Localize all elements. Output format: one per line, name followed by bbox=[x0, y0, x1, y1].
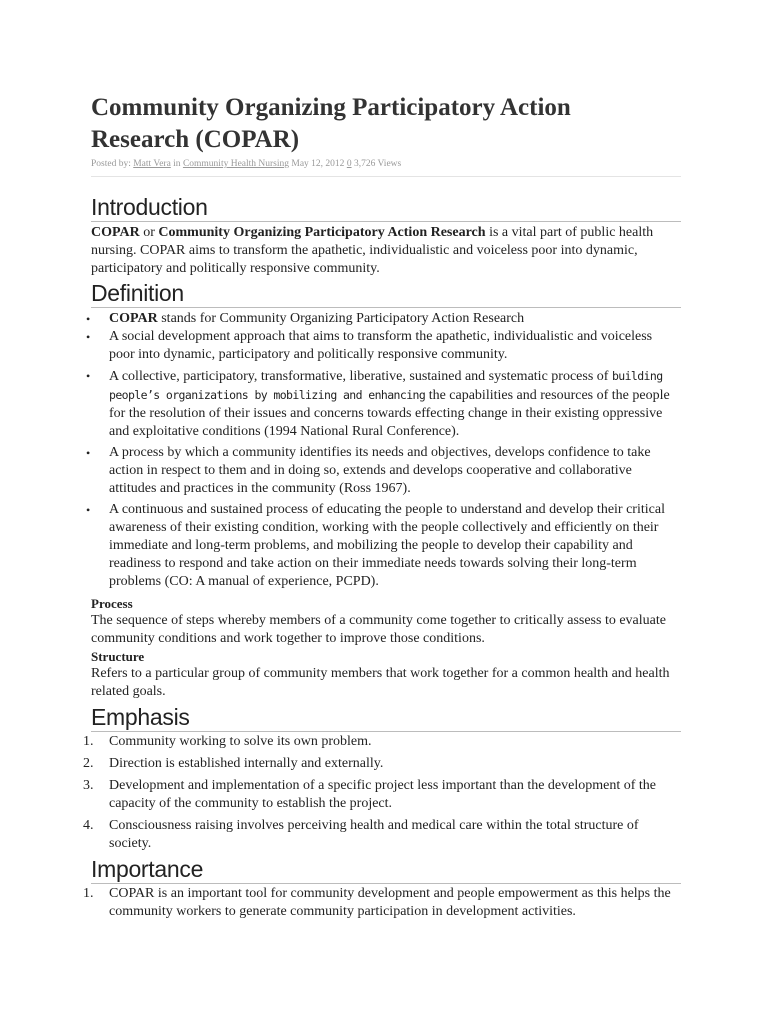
posted-by-label: Posted by: bbox=[91, 159, 134, 169]
bullet-icon: • bbox=[86, 312, 91, 326]
def-item-3-pre: A collective, participatory, transformative, liberative, sustained and systematic process of bbox=[109, 369, 612, 384]
list-number: 1. bbox=[83, 886, 94, 901]
process-label: Process bbox=[91, 596, 133, 611]
meta-divider bbox=[91, 176, 681, 177]
list-item bbox=[86, 310, 681, 328]
author-link[interactable]: Matt Vera bbox=[133, 159, 171, 169]
structure-paragraph: Refers to a particular group of community members that work together for a common health and health related goals. bbox=[91, 666, 670, 699]
post-date: May 12, 2012 bbox=[289, 159, 347, 169]
view-count: 3,726 Views bbox=[351, 159, 402, 169]
def-item-4-text: A process by which a community identifies its needs and objectives, develops confidence to take action in respect to them and in doing so, extends and develops cooperative and collaborative attitudes and practices in the community (Ross 1967). bbox=[109, 445, 651, 496]
emphasis-item-text: Community working to solve its own problem. bbox=[109, 734, 372, 749]
title-line-1: Community Organizing Participatory Action bbox=[91, 94, 571, 121]
intro-or: or bbox=[139, 225, 159, 240]
list-number: 3. bbox=[83, 778, 94, 793]
emphasis-item-text: Direction is established internally and externally. bbox=[109, 756, 384, 771]
emphasis-list bbox=[83, 733, 681, 853]
importance-list bbox=[83, 885, 681, 921]
list-item bbox=[86, 501, 681, 591]
heading-importance: Importance bbox=[91, 856, 681, 884]
bullet-icon: • bbox=[86, 330, 91, 344]
emphasis-item-text: Consciousness raising involves perceiving health and medical care within the total structure of society. bbox=[109, 818, 639, 851]
bullet-icon: • bbox=[86, 446, 91, 460]
heading-definition: Definition bbox=[91, 280, 681, 308]
list-number: 2. bbox=[83, 756, 94, 771]
definition-list bbox=[86, 310, 681, 591]
heading-introduction: Introduction bbox=[91, 194, 681, 222]
introduction-paragraph bbox=[91, 224, 681, 278]
list-number: 4. bbox=[83, 818, 94, 833]
bullet-icon: • bbox=[86, 369, 91, 383]
list-item bbox=[86, 367, 681, 441]
list-item bbox=[83, 733, 681, 751]
list-item bbox=[83, 817, 681, 853]
intro-term-copar: COPAR bbox=[91, 225, 140, 240]
bullet-icon: • bbox=[86, 503, 91, 517]
post-meta bbox=[91, 158, 681, 170]
heading-emphasis: Emphasis bbox=[91, 704, 681, 732]
intro-rest: is a vital part of public health nursing. COPAR aims to transform the apathetic, individualistic and voiceless poor into dynamic, participatory and politically responsive community. bbox=[91, 225, 654, 276]
emphasis-item-text: Development and implementation of a specific project less important than the development of the capacity of the community to establish the project. bbox=[109, 778, 656, 811]
def-item-3-post: the capabilities and resources of the people for the resolution of their issues and concerns towards effecting change in their existing oppressive and exploitative conditions (1994 National Rural Conference). bbox=[109, 388, 670, 439]
category-link[interactable]: Community Health Nursing bbox=[182, 159, 290, 169]
comments-link[interactable]: 0 bbox=[346, 159, 352, 169]
article bbox=[83, 92, 681, 921]
list-item bbox=[86, 444, 681, 498]
def-item-1-text: stands for Community Organizing Participatory Action Research bbox=[157, 311, 525, 326]
def-item-2-text: A social development approach that aims to transform the apathetic, individualistic and voiceless poor into dynamic, participatory and politically responsive community. bbox=[109, 329, 653, 362]
list-item bbox=[86, 328, 681, 364]
process-paragraph: The sequence of steps whereby members of a community come together to critically assess to evaluate community conditions and work together to improve those conditions. bbox=[91, 613, 666, 646]
def-item-3-mono: building people’s organizations by mobilizing and enhancing bbox=[109, 369, 663, 402]
list-number: 1. bbox=[83, 734, 94, 749]
structure-label: Structure bbox=[91, 649, 145, 664]
list-item bbox=[83, 755, 681, 773]
importance-item-text: COPAR is an important tool for community development and people empowerment as this helps the community workers to generate community participation in development activities. bbox=[109, 886, 671, 919]
intro-term-full: Community Organizing Participatory Action Research bbox=[158, 225, 486, 240]
def-term-copar: COPAR bbox=[109, 311, 158, 326]
list-item bbox=[83, 777, 681, 813]
page-title bbox=[91, 92, 681, 156]
list-item bbox=[83, 885, 681, 921]
def-item-5-text: A continuous and sustained process of educating the people to understand and develop their critical awareness of their existing condition, working with the people collectively and efficiently on their immediate and long-term problems, and mobilizing the people to develop their capability and readiness to respond and take action on their immediate needs towards solving their long-term problems (CO: A manual of experience, PCPD). bbox=[109, 502, 665, 589]
title-line-2: Research (COPAR) bbox=[91, 126, 300, 153]
in-label: in bbox=[170, 159, 183, 169]
